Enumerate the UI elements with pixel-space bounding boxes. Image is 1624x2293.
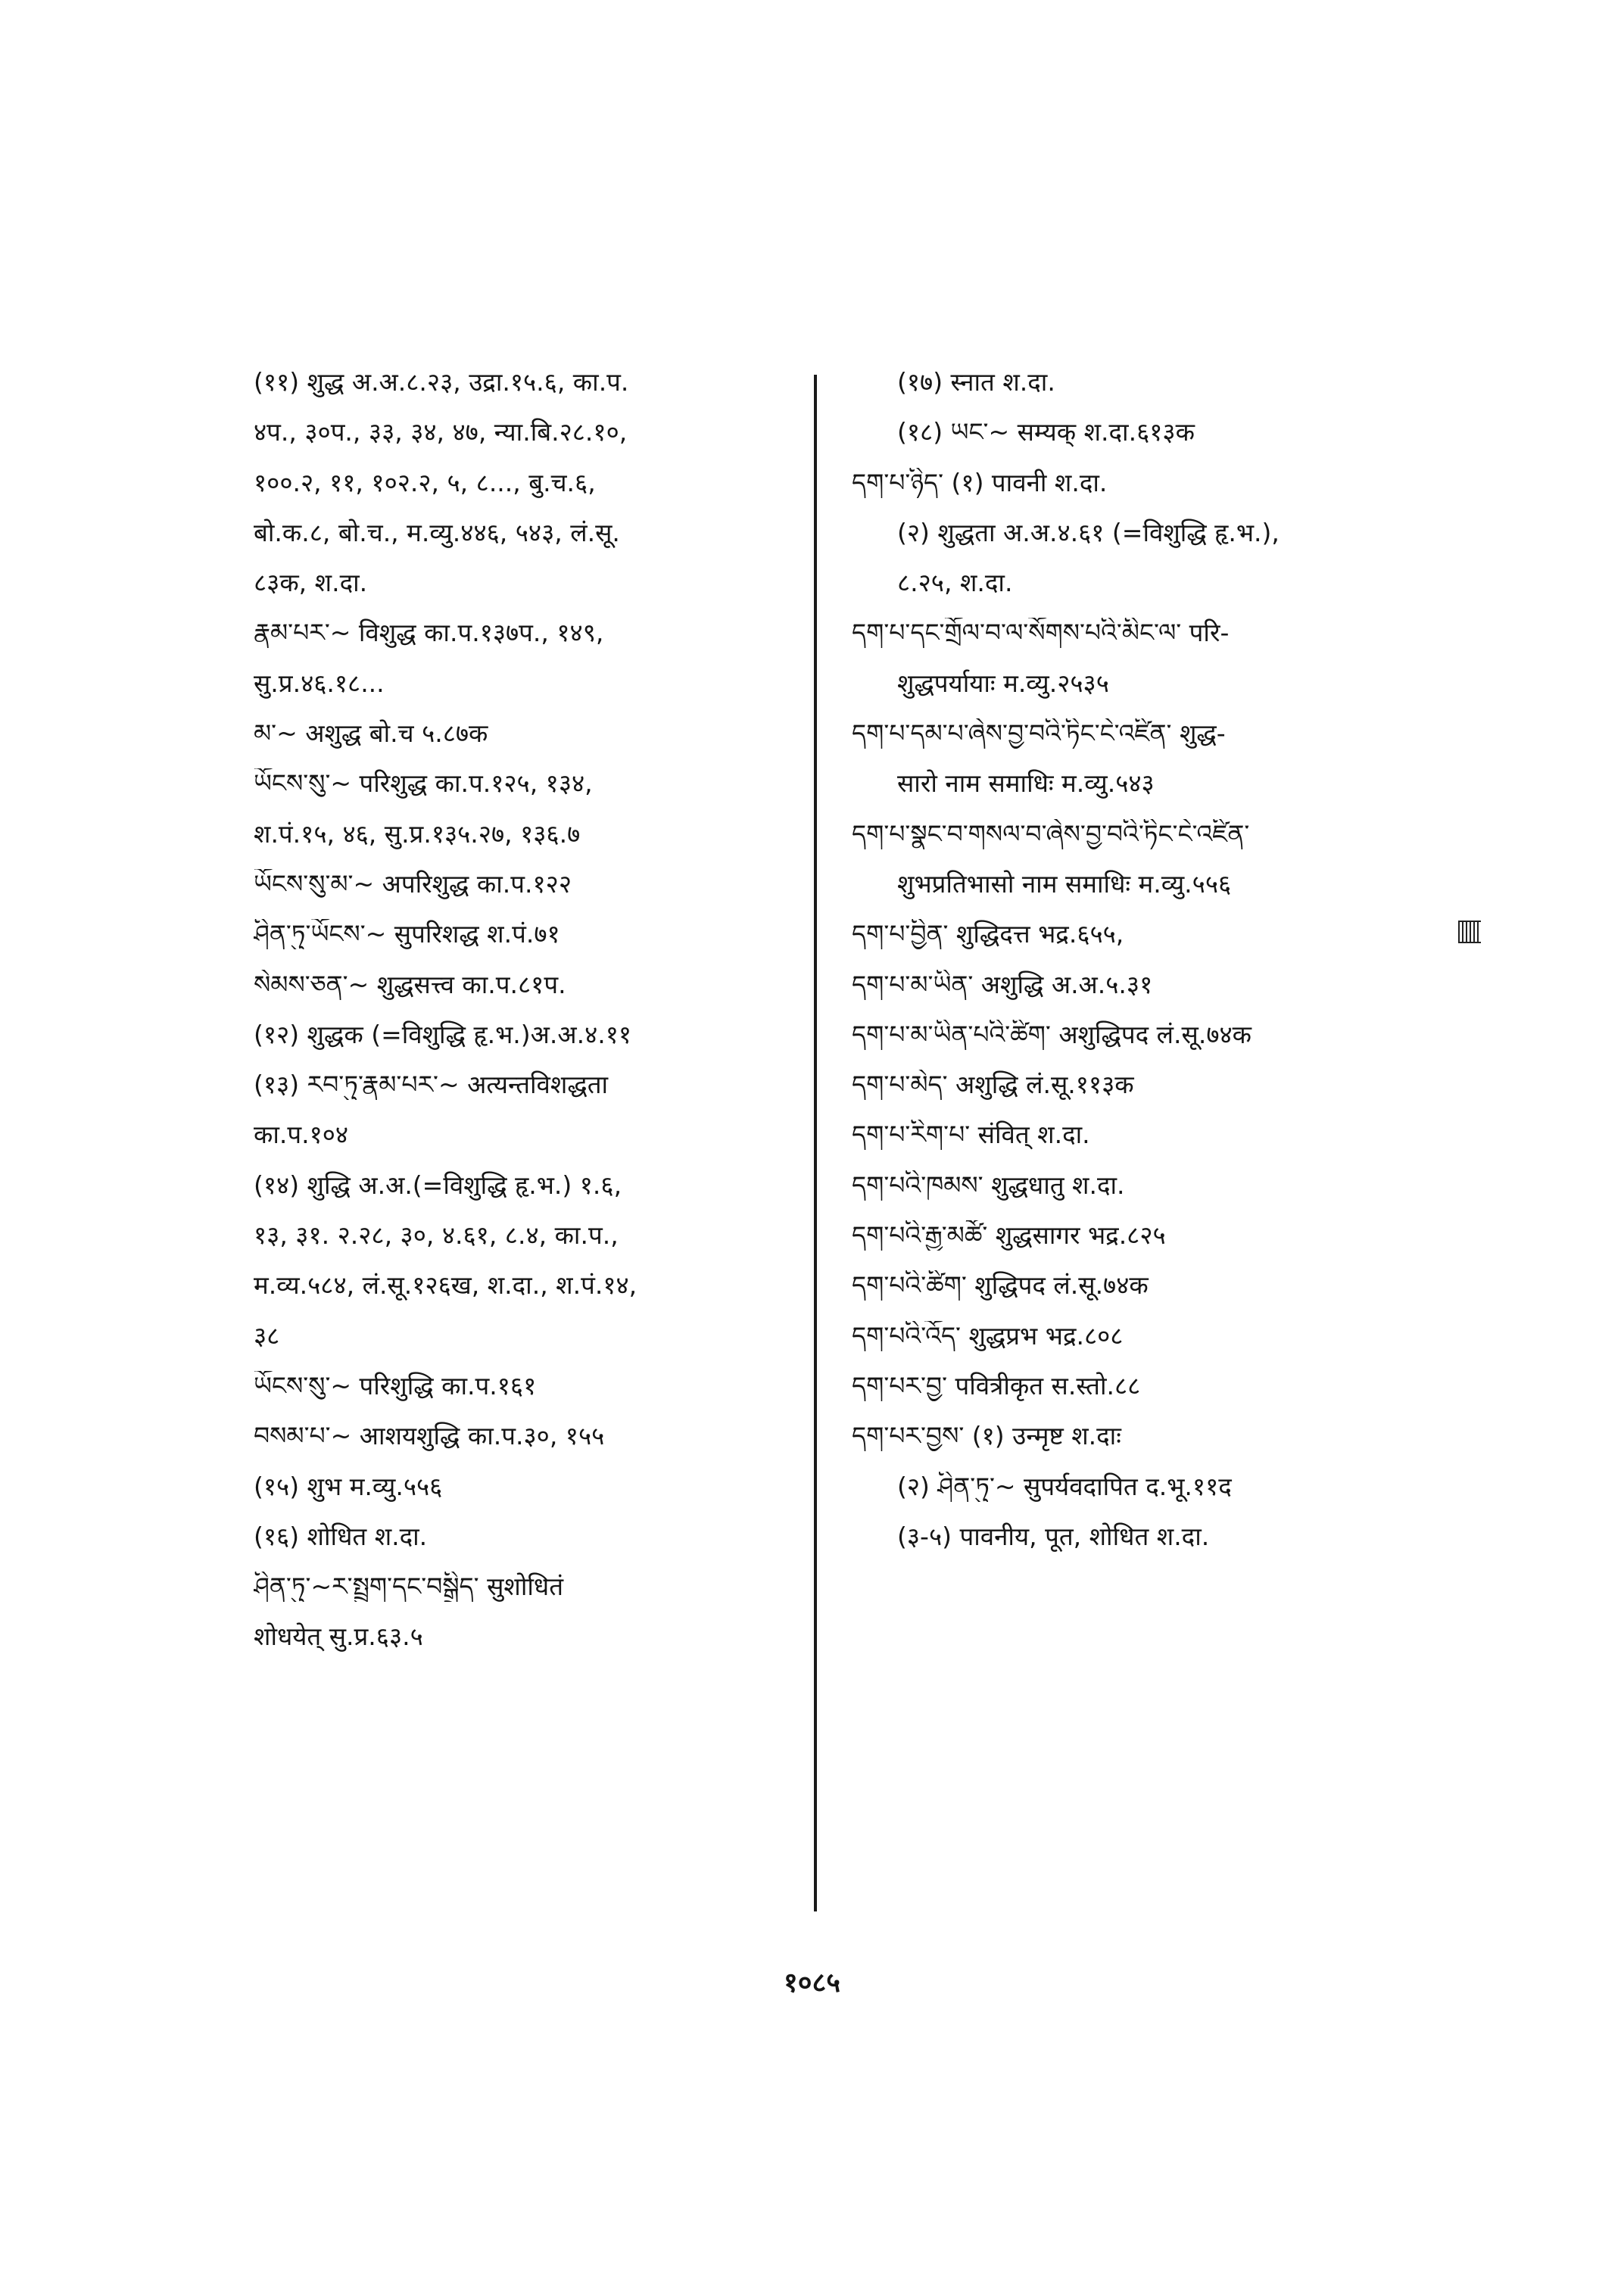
entry-line: (१५) शुभ म.व्यु.५५६ — [254, 1471, 443, 1501]
entry-line: १३, ३१. २.२८, ३०, ४.६१, ८.४, का.प., — [254, 1220, 619, 1251]
entry-line: རྣམ་པར་~ विशुद्ध का.प.१३७प., १४९, — [254, 618, 604, 648]
entry-line: सु.प्र.४६.१८... — [254, 668, 385, 698]
column-divider — [814, 375, 817, 1911]
entry-line: ४प., ३०प., ३३, ३४, ४७, न्या.बि.२८.१०, — [254, 417, 628, 447]
entry-line: (२) शुद्धता अ.अ.४.६१ (=विशुद्धि हृ.भ.), — [897, 517, 1280, 547]
entry-line: དག་པའི་འོད་ शुद्धप्रभ भद्र.८०८ — [852, 1320, 1124, 1351]
entry-line: (१२) शुद्धक (=विशुद्धि हृ.भ.)अ.अ.४.११ — [254, 1019, 632, 1049]
entry-line: དག་པར་བྱ་ पवित्रीकृत स.स्तो.८८ — [852, 1370, 1141, 1400]
entry-line: (१७) स्नात श.दा. — [897, 367, 1055, 397]
entry-line: ཡོངས་སུ་~ परिशुद्धि का.प.१६१ — [254, 1370, 537, 1400]
entry-line: ८३क, श.दा. — [254, 568, 368, 598]
margin-marker-icon — [1458, 921, 1481, 943]
entry-line: དག་པ་ཉིད་ (१) पावनी श.दा. — [852, 467, 1108, 497]
right-column — [852, 367, 1427, 1572]
entry-line: དག་པ་མེད་ अशुद्धि लं.सू.११३क — [852, 1070, 1134, 1100]
entry-line: ८.२५, श.दा. — [897, 568, 1013, 598]
entry-line: (२) ཤིན་ཏུ་~ सुपर्यवदापित द.भू.११द — [897, 1471, 1232, 1501]
entry-line: (१४) शुद्धि अ.अ.(=विशुद्धि हृ.भ.) १.६, — [254, 1170, 622, 1200]
entry-line: ཡོངས་སུ་མ་~ अपरिशुद्ध का.प.१२२ — [254, 868, 572, 899]
entry-line: དག་པའི་རྒྱ་མཚོ་ शुद्धसागर भद्र.८२५ — [852, 1220, 1166, 1251]
left-column — [254, 367, 799, 1672]
entry-line: शुद्धपर्यायाः म.व्यु.२५३५ — [897, 668, 1109, 698]
entry-line: का.प.१०४ — [254, 1120, 349, 1150]
entry-line: ཤིན་ཏུ་ཡོངས་~ सुपरिशद्ध श.पं.७१ — [254, 919, 560, 949]
entry-line: श.पं.१५, ४६, सु.प्र.१३५.२७, १३६.७ — [254, 818, 581, 849]
entry-line: དག་པ་མ་ཡིན་པའི་ཚིག་ अशुद्धिपद लं.सू.७४क — [852, 1019, 1252, 1049]
entry-line: शोधयेत् सु.प्र.६३.५ — [254, 1622, 423, 1652]
entry-line: म.व्य.५८४, लं.सू.१२६ख, श.दा., श.पं.१४, — [254, 1270, 637, 1301]
entry-line: (१८) ཡང་~ सम्यक् श.दा.६१३क — [897, 417, 1195, 447]
page-number: १०८५ — [784, 1967, 840, 1999]
entry-line: བསམ་པ་~ आशयशुद्धि का.प.३०, १५५ — [254, 1421, 605, 1451]
entry-line: १००.२, ११, १०२.२, ५, ८..., बु.च.६, — [254, 467, 596, 497]
entry-line: शुभप्रतिभासो नाम समाधिः म.व्यु.५५६ — [897, 868, 1232, 899]
entry-line: དག་པ་སྣང་བ་གསལ་བ་ཞེས་བྱ་བའི་ཏིང་ངེ་འཛིན་ — [852, 818, 1250, 849]
entry-line: सारो नाम समाधिः म.व्यु.५४३ — [897, 768, 1155, 799]
entry-line: དག་པ་དང་གྲོལ་བ་ལ་སོགས་པའི་མིང་ལ་ परि- — [852, 618, 1230, 648]
entry-line: དག་པ་དམ་པ་ཞེས་བྱ་བའི་ཏིང་ངེ་འཛིན་ शुद्ध- — [852, 718, 1226, 749]
entry-line: དག་པ་བྱིན་ शुद्धिदत्त भद्र.६५५, — [852, 919, 1124, 949]
entry-line: ཡོངས་སུ་~ परिशुद्ध का.प.१२५, १३४, — [254, 768, 593, 799]
entry-line: སེམས་ཅན་~ शुद्धसत्त्व का.प.८१प. — [254, 969, 566, 999]
entry-line: (१३) རབ་ཏུ་རྣམ་པར་~ अत्यन्तविशद्धता — [254, 1070, 609, 1100]
entry-line: बो.क.८, बो.च., म.व्यु.४४६, ५४३, लं.सू. — [254, 517, 620, 547]
entry-line: (१६) शोधित श.दा. — [254, 1521, 428, 1551]
entry-line: མ་~ अशुद्ध बो.च ५.८७क — [254, 718, 488, 749]
entry-line: དག་པའི་ཚིག་ शुद्धिपद लं.सू.७४क — [852, 1270, 1149, 1301]
entry-line: དག་པའི་ཁམས་ शुद्धधातु श.दा. — [852, 1170, 1125, 1200]
entry-line: (३-५) पावनीय, पूत, शोधित श.दा. — [897, 1521, 1210, 1551]
entry-line: དག་པར་བྱས་ (१) उन्मृष्ट श.दाः — [852, 1421, 1121, 1451]
entry-line: དག་པ་མ་ཡིན་ अशुद्धि अ.अ.५.३१ — [852, 969, 1153, 999]
entry-line: ३८ — [254, 1320, 280, 1351]
entry-line: (११) शुद्ध अ.अ.८.२३, उद्रा.१५.६, का.प. — [254, 367, 629, 397]
entry-line: ཤིན་ཏུ་~ར་སྤྲུག་དང་བསྒྲིད་ सुशोधितं — [254, 1572, 564, 1602]
entry-line: དག་པ་རིག་པ་ संवित् श.दा. — [852, 1120, 1090, 1150]
